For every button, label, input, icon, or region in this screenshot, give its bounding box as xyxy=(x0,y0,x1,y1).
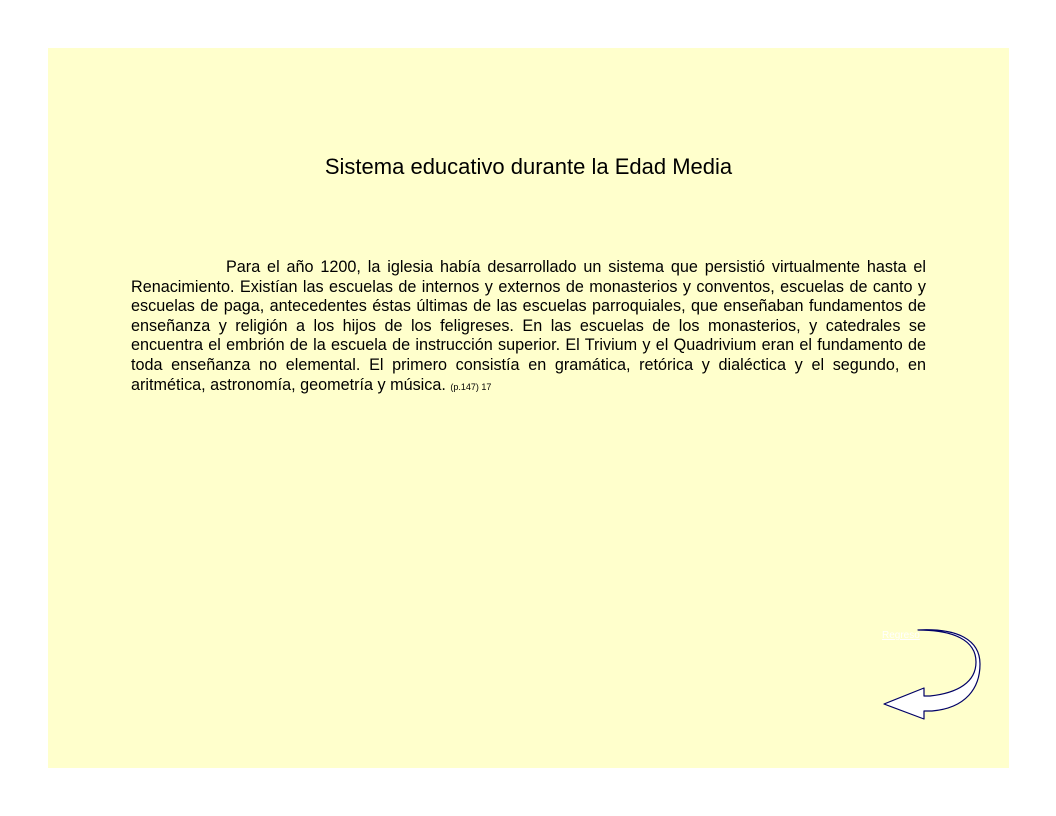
paragraph-text: Para el año 1200, la iglesia había desarrollado un sistema que persistió virtualmente hasta el Renacimiento. Existían las escuelas de internos y externos de monasterios y conventos, escuelas de canto y escuelas de paga, antecedentes éstas últimas de las escuelas parroquiales, que enseñaban fundamentos de enseñanza y religión a los hijos de los feligreses. En las escuelas de los monasterios, y catedrales se encuentra el embrión de la escuela de instrucción superior. El Trivium y el Quadrivium eran el fundamento de toda enseñanza no elemental. El primero consistía en gramática, retórica y dialéctica y el segundo, en aritmética, astronomía, geometría y música. xyxy=(131,258,926,394)
regreso-link[interactable]: Regreso xyxy=(882,630,920,641)
citation-reference: (p.147) 17 xyxy=(450,381,492,392)
slide-background xyxy=(48,48,1009,768)
page-title: Sistema educativo durante la Edad Media xyxy=(324,154,733,179)
body-paragraph xyxy=(131,258,926,397)
